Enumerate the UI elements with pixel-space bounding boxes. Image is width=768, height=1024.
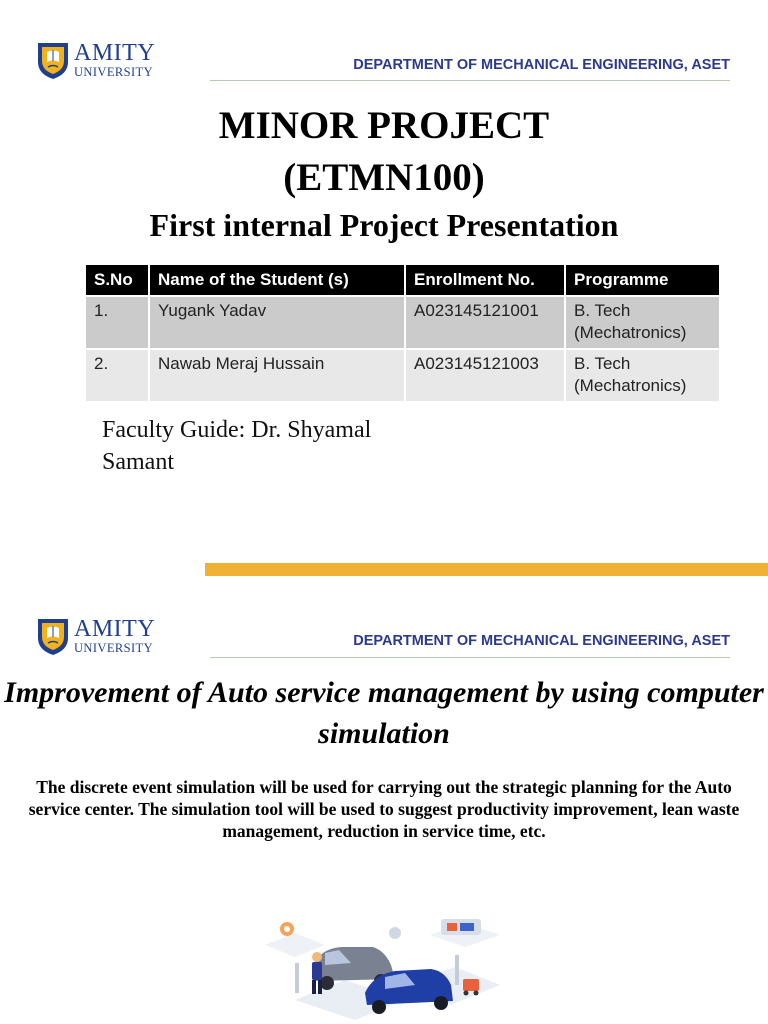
auto-service-illustration-icon (255, 905, 505, 1024)
accent-bar (205, 563, 768, 576)
students-table (86, 265, 719, 401)
department-header: DEPARTMENT OF MECHANICAL ENGINEERING, ASET (353, 57, 730, 73)
table-header-row (86, 265, 719, 296)
amity-logo (36, 40, 155, 80)
header-enrollment: Enrollment No. (405, 265, 565, 296)
cell-name: Nawab Meraj Hussain (149, 349, 405, 401)
project-title: Improvement of Auto service management by using computer simulation (4, 676, 764, 750)
logo-wordmark: AMITY (74, 616, 156, 643)
cell-programme (565, 349, 719, 401)
header-programme: Programme (565, 265, 719, 296)
header-divider (210, 80, 730, 81)
programme-branch: (Mechatronics) (574, 323, 687, 342)
cell-enrollment: A023145121003 (405, 349, 565, 401)
slide-title-line2: (ETMN100) (283, 156, 485, 199)
logo-subtitle: UNIVERSITY (74, 65, 153, 80)
amity-shield-icon (36, 616, 70, 656)
header-divider (210, 657, 730, 658)
amity-shield-icon (36, 40, 70, 80)
faculty-guide: Faculty Guide: Dr. Shyamal Samant (102, 417, 372, 475)
amity-logo (36, 616, 155, 656)
header-name: Name of the Student (s) (149, 265, 405, 296)
logo-wordmark: AMITY (74, 40, 156, 67)
programme-branch: (Mechatronics) (574, 376, 687, 395)
project-description: The discrete event simulation will be used for carrying out the strategic planning for the Auto service center. The simulation tool will be used to suggest productivity improvement, lean waste management, reduction in service time, etc. (28, 777, 740, 841)
cell-enrollment: A023145121001 (405, 296, 565, 349)
cell-sno: 1. (86, 296, 149, 349)
table-row (86, 349, 719, 401)
programme-degree: B. Tech (574, 354, 631, 373)
slide-title-line1: MINOR PROJECT (218, 104, 550, 147)
cell-programme (565, 296, 719, 349)
slide-subtitle: First internal Project Presentation (149, 207, 619, 243)
cell-sno: 2. (86, 349, 149, 401)
logo-subtitle: UNIVERSITY (74, 641, 153, 656)
cell-name: Yugank Yadav (149, 296, 405, 349)
department-header: DEPARTMENT OF MECHANICAL ENGINEERING, ASET (353, 633, 730, 649)
table-row (86, 296, 719, 349)
programme-degree: B. Tech (574, 301, 631, 320)
header-sno: S.No (86, 265, 149, 296)
